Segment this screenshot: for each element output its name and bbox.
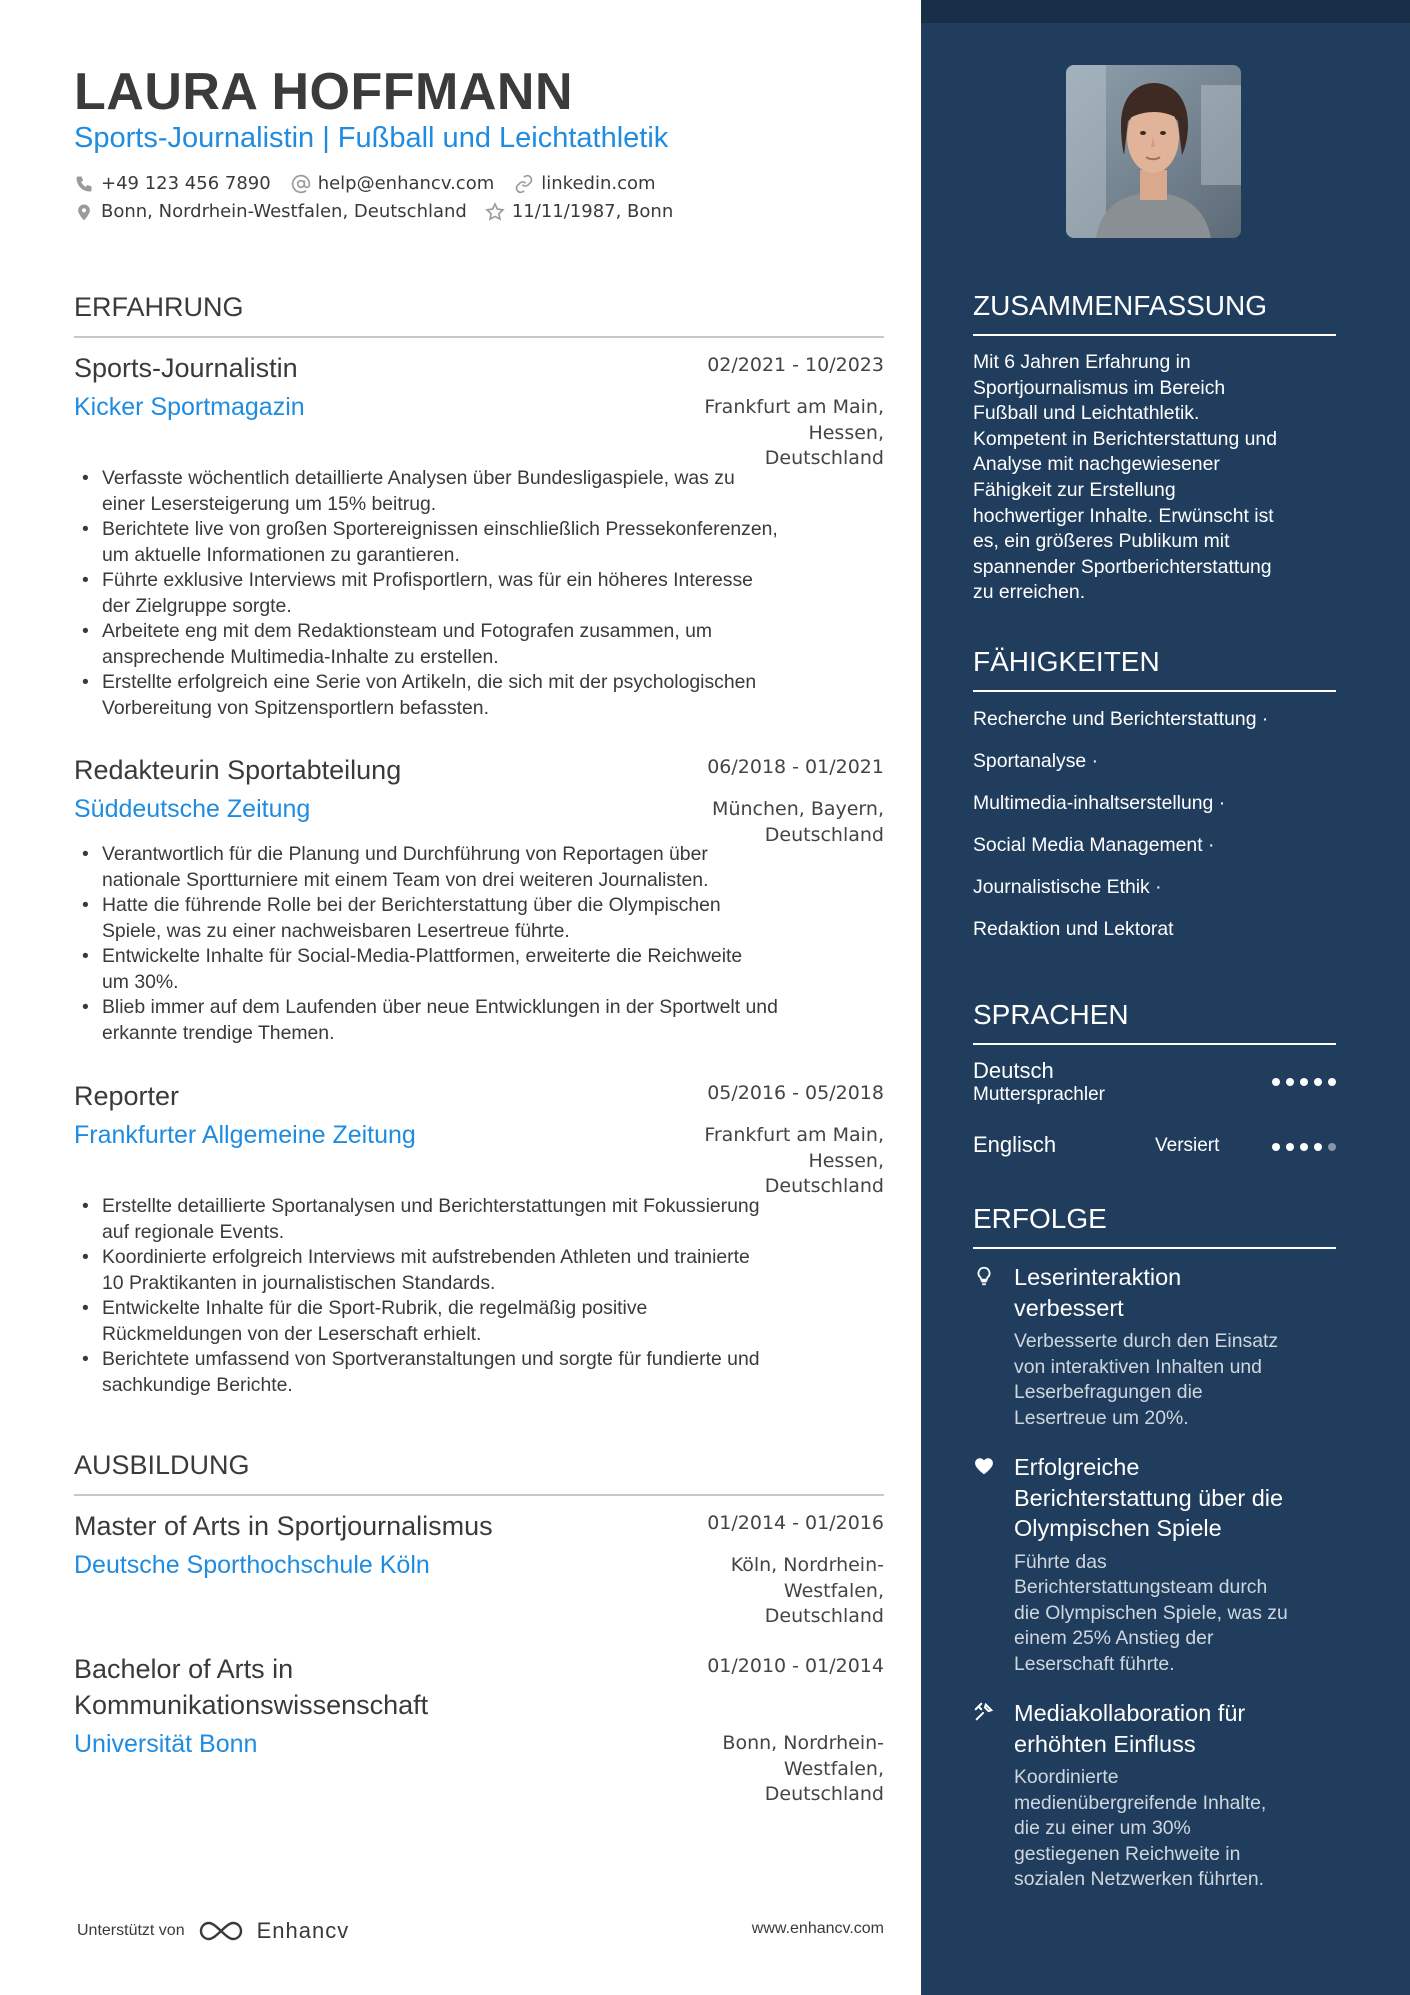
degree-title: Bachelor of Arts in Kommunikationswissenschaft [74,1654,429,1720]
rating-dot [1328,1143,1336,1151]
map-pin-icon [74,202,94,222]
languages-heading: SPRACHEN [973,999,1336,1045]
enhancv-logo[interactable] [197,1918,350,1944]
location-line: Deutschland [764,1605,884,1627]
job-entry [74,1078,884,1398]
location-line: Westfalen, [783,1579,884,1602]
location-line: Hessen, [808,421,884,444]
job-bullets [74,466,884,721]
contact-location [74,201,467,222]
phone-icon [74,174,94,194]
contact-birth [485,201,673,222]
skill-item: Redaktion und Lektorat [973,918,1174,940]
bullet-item: • Verfasste wöchentlich detaillierte Analysen über Bundesligaspiele, was zu einer Lesersteigerung um 15% beitrug. [74,466,884,517]
infinity-logo-icon [197,1918,245,1944]
language-item [973,1132,1336,1162]
summary-text: Mit 6 Jahren Erfahrung in Sportjournalismus im Bereich Fußball und Leichtathletik. Kompetent in Berichterstattung und Analyse mit nachgewiesener Fähigkeit zur Erstellung hochwertiger Inhalte. Erwünscht ist es, ein größeres Publikum mit spannender Sportberichterstattung zu erreichen. [973,351,1277,604]
bullet-item: • Hatte die führende Rolle bei der Berichterstattung über die Olympischen Spiele, was zu einer nachweisbaren Lesertreue führte. [74,893,884,944]
language-rating [1266,1078,1336,1086]
bullet-item: • Erstellte detaillierte Sportanalysen und Berichterstattungen mit Fokussierung auf regionale Events. [74,1194,884,1245]
job-location [712,797,884,848]
linkedin-text: linkedin.com [541,173,656,194]
education-date: 01/2010 - 01/2014 [707,1655,884,1677]
bullet-item: • Berichtete live von großen Sportereignissen einschließlich Pressekonferenzen, um aktuelle Informationen zu garantieren. [74,517,884,568]
sidebar-top-bar [921,0,1410,23]
bullet-item: • Entwickelte Inhalte für Social-Media-Plattformen, erweiterte die Reichweite um 30%. [74,944,884,995]
summary-heading: ZUSAMMENFASSUNG [973,290,1336,336]
contact-linkedin[interactable] [514,173,655,194]
bullet-item: • Entwickelte Inhalte für die Sport-Rubrik, die regelmäßig positive Rückmeldungen von der Leserschaft erhielt. [74,1296,884,1347]
bullet-item: • Berichtete umfassend von Sportveranstaltungen und sorgte für fundierte und sachkundige Berichte. [74,1347,884,1398]
education-location [722,1731,884,1808]
achievement-description: Führte das Berichterstattungsteam durch die Olympischen Spiele, was zu einem 25% Anstieg der Leserschaft führte. [1014,1550,1288,1675]
location-line: Deutschland [764,1175,884,1197]
contact-phone[interactable] [74,173,271,194]
brand-name: Enhancv [256,1918,350,1943]
footer-website[interactable]: www.enhancv.com [751,1920,884,1937]
profile-photo [1066,65,1241,238]
email-text: help@enhancv.com [317,173,495,194]
portrait-image [1066,65,1241,238]
education-entry [74,1508,884,1627]
achievement-description: Koordinierte medienübergreifende Inhalte, die zu einer um 30% gestiegenen Reichweite in sozialen Netzwerken führten. [1014,1766,1267,1890]
school-name[interactable]: Deutsche Sporthochschule Köln [74,1551,430,1579]
job-title: Reporter [74,1081,180,1111]
contact-row-1 [74,173,676,194]
skill-item: Recherche und Berichterstattung · [973,708,1269,730]
powered-by-text: Unterstützt von [77,1922,185,1939]
bullet-item: • Führte exklusive Interviews mit Profisportlern, was für ein höheres Interesse der Zielgruppe sorgte. [74,568,884,619]
location-line: Deutschland [764,1783,884,1805]
location-line: Deutschland [764,447,884,469]
rating-dot [1300,1078,1308,1086]
skill-item: Multimedia-inhaltserstellung · [973,792,1226,814]
at-icon [291,174,311,194]
location-line: Köln, Nordrhein- [730,1554,884,1576]
job-bullets [74,1194,884,1398]
job-entry [74,350,884,721]
rating-dot [1272,1078,1280,1086]
contact-email[interactable] [291,173,495,194]
location-text: Bonn, Nordrhein-Westfalen, Deutschland [101,201,467,222]
language-name: Englisch [973,1132,1057,1157]
language-level: Muttersprachler [973,1084,1105,1105]
rating-dot [1314,1078,1322,1086]
link-icon [514,174,534,194]
company-name[interactable]: Kicker Sportmagazin [74,393,305,421]
sidebar [921,0,1410,1995]
language-level: Versiert [1155,1135,1220,1156]
skill-item: Social Media Management · [973,834,1215,856]
job-entry [74,752,884,1046]
skill-item: Journalistische Ethik · [973,876,1162,898]
achievements-heading: ERFOLGE [973,1203,1336,1249]
location-line: Frankfurt am Main, [704,1124,884,1146]
tools-icon [973,1701,995,1723]
location-line: Bonn, Nordrhein- [722,1732,884,1754]
phone-text: +49 123 456 7890 [101,173,271,194]
achievement-title: Erfolgreiche Berichterstattung über die Olympischen Spiele [1014,1454,1284,1541]
bullet-item: • Arbeitete eng mit dem Redaktionsteam und Fotografen zusammen, um ansprechende Multimedia-Inhalte zu erstellen. [74,619,884,670]
candidate-headline: Sports-Journalistin | Fußball und Leichtathletik [74,122,669,154]
heart-icon [973,1455,995,1477]
bullet-item: • Koordinierte erfolgreich Interviews mit aufstrebenden Athleten und trainierte 10 Praktikanten in journalistischen Standards. [74,1245,884,1296]
education-heading: AUSBILDUNG [74,1450,884,1496]
birth-text: 11/11/1987, Bonn [511,201,674,222]
job-title: Sports-Journalistin [74,353,298,383]
bullet-item: • Verantwortlich für die Planung und Durchführung von Reportagen über nationale Sportturniere mit einem Team von drei weiteren Journalisten. [74,842,884,893]
job-title: Redakteurin Sportabteilung [74,755,402,785]
job-date: 05/2016 - 05/2018 [707,1082,884,1104]
school-name[interactable]: Universität Bonn [74,1730,258,1758]
skill-item: Sportanalyse · [973,750,1099,772]
language-rating [1266,1143,1336,1151]
rating-dot [1314,1143,1322,1151]
achievement-item [973,1452,1343,1677]
job-date: 02/2021 - 10/2023 [707,354,884,376]
achievement-title: Mediakollaboration für erhöhten Einfluss [1014,1700,1246,1757]
rating-dot [1286,1143,1294,1151]
company-name[interactable]: Frankfurter Allgemeine Zeitung [74,1121,416,1149]
location-line: Westfalen, [783,1757,884,1780]
skills-list [973,706,1343,958]
location-line: Deutschland [764,823,884,846]
education-location [731,1553,884,1630]
footer-branding [77,1918,349,1944]
bullet-item: • Blieb immer auf dem Laufenden über neue Entwicklungen in der Sportwelt und erkannte trendige Themen. [74,995,884,1046]
achievement-description: Verbesserte durch den Einsatz von interaktiven Inhalten und Leserbefragungen die Lesertreue um 20%. [1014,1330,1279,1429]
location-line: München, Bayern, [712,798,884,820]
job-bullets [74,842,884,1046]
achievement-item [973,1698,1343,1893]
candidate-name: LAURA HOFFMANN [74,63,573,121]
language-item [973,1058,1336,1114]
achievement-item [973,1262,1343,1431]
job-date: 06/2018 - 01/2021 [707,756,884,778]
contact-row-2 [74,201,693,222]
star-icon [485,202,505,222]
skills-heading: FÄHIGKEITEN [973,646,1336,692]
company-name[interactable]: Süddeutsche Zeitung [74,795,311,823]
lightbulb-icon [973,1265,995,1287]
education-entry [74,1651,884,1805]
degree-title: Master of Arts in Sportjournalismus [74,1511,493,1541]
education-date: 01/2014 - 01/2016 [707,1512,884,1534]
location-line: Frankfurt am Main, [704,396,884,418]
language-name: Deutsch [973,1058,1054,1083]
location-line: Hessen, [808,1149,884,1172]
rating-dot [1272,1143,1280,1151]
rating-dot [1286,1078,1294,1086]
job-location [704,1123,884,1200]
rating-dot [1300,1143,1308,1151]
experience-heading: ERFAHRUNG [74,292,884,338]
achievement-title: Leserinteraktion verbessert [1014,1264,1182,1321]
rating-dot [1328,1078,1336,1086]
job-location [704,395,884,472]
bullet-item: • Erstellte erfolgreich eine Serie von Artikeln, die sich mit der psychologischen Vorbereitung von Spitzensportlern befassten. [74,670,884,721]
